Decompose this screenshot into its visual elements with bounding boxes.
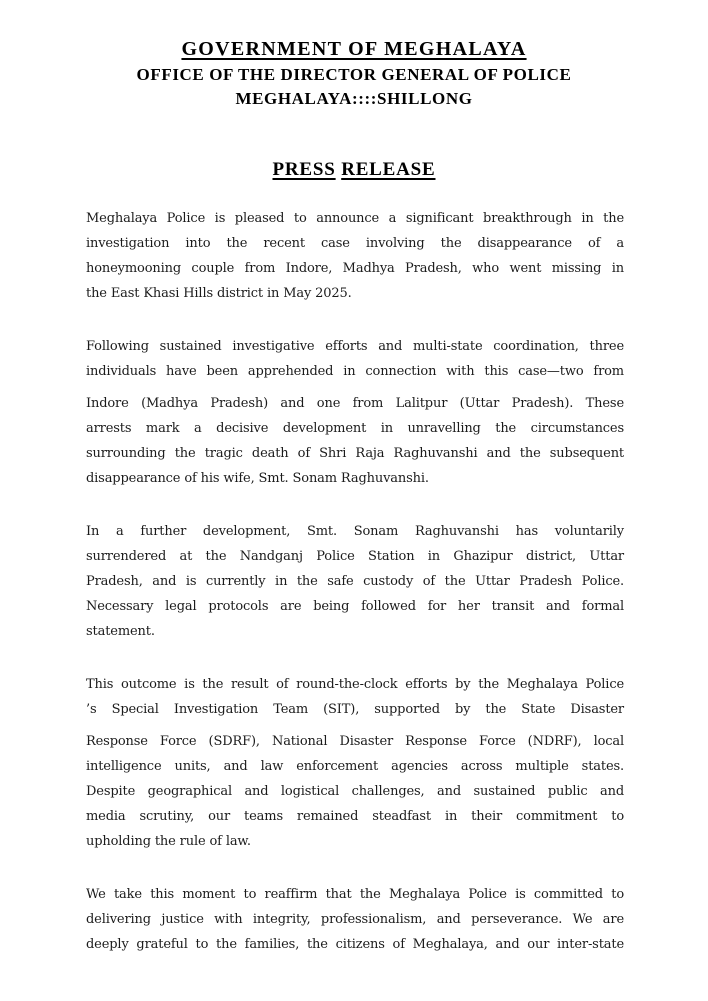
text-line: ’s Special Investigation Team (SIT), supported by the State Disaster <box>86 702 624 717</box>
text-line: media scrutiny, our teams remained steadfast in their commitment to <box>86 809 624 824</box>
location-line: MEGHALAYA::::SHILLONG <box>235 89 473 108</box>
text-line: Meghalaya Police is pleased to announce a significant breakthrough in the <box>86 211 624 226</box>
text-line: surrounding the tragic death of Shri Raja Raghuvanshi and the subsequent <box>86 446 624 461</box>
text-line: In a further development, Smt. Sonam Raghuvanshi has voluntarily <box>86 524 624 539</box>
text-line: arrests mark a decisive development in unravelling the circumstances <box>86 421 624 436</box>
text-line: intelligence units, and law enforcement agencies across multiple states. <box>86 759 624 774</box>
press-release-title-word2: RELEASE <box>341 159 436 180</box>
text-line: delivering justice with integrity, professionalism, and perseverance. We are <box>86 912 624 927</box>
text-line: Despite geographical and logistical challenges, and sustained public and <box>86 784 624 799</box>
text-line: individuals have been apprehended in connection with this case—two from <box>86 364 624 379</box>
text-line: disappearance of his wife, Smt. Sonam Raghuvanshi. <box>86 471 429 486</box>
text-line: surrendered at the Nandganj Police Station in Ghazipur district, Uttar <box>86 549 624 564</box>
government-title: GOVERNMENT OF MEGHALAYA <box>181 38 527 60</box>
text-line: the East Khasi Hills district in May 2025. <box>86 286 352 301</box>
text-line: Indore (Madhya Pradesh) and one from Lalitpur (Uttar Pradesh). These <box>86 396 624 411</box>
text-line: deeply grateful to the families, the citizens of Meghalaya, and our inter-state <box>86 937 624 952</box>
press-release-title <box>0 157 708 183</box>
text-line: Response Force (SDRF), National Disaster Response Force (NDRF), local <box>86 734 624 749</box>
text-line: upholding the rule of law. <box>86 834 251 849</box>
paragraph <box>86 206 624 306</box>
text-line: Necessary legal protocols are being followed for her transit and formal <box>86 599 624 614</box>
paragraph <box>86 672 624 854</box>
paragraph <box>86 334 624 491</box>
office-title: OFFICE OF THE DIRECTOR GENERAL OF POLICE <box>136 65 572 84</box>
text-line: Pradesh, and is currently in the safe custody of the Uttar Pradesh Police. <box>86 574 624 589</box>
text-line: honeymooning couple from Indore, Madhya Pradesh, who went missing in <box>86 261 624 276</box>
paragraph <box>86 519 624 644</box>
text-line: investigation into the recent case involving the disappearance of a <box>86 236 624 251</box>
press-release-title-word1: PRESS <box>272 159 336 180</box>
document-header <box>0 0 708 111</box>
text-line: Following sustained investigative efforts and multi-state coordination, three <box>86 339 624 354</box>
text-line: statement. <box>86 624 155 639</box>
document-body <box>86 206 624 957</box>
text-line: This outcome is the result of round-the-clock efforts by the Meghalaya Police <box>86 677 624 692</box>
text-line: We take this moment to reaffirm that the Meghalaya Police is committed to <box>86 887 624 902</box>
paragraph <box>86 882 624 957</box>
